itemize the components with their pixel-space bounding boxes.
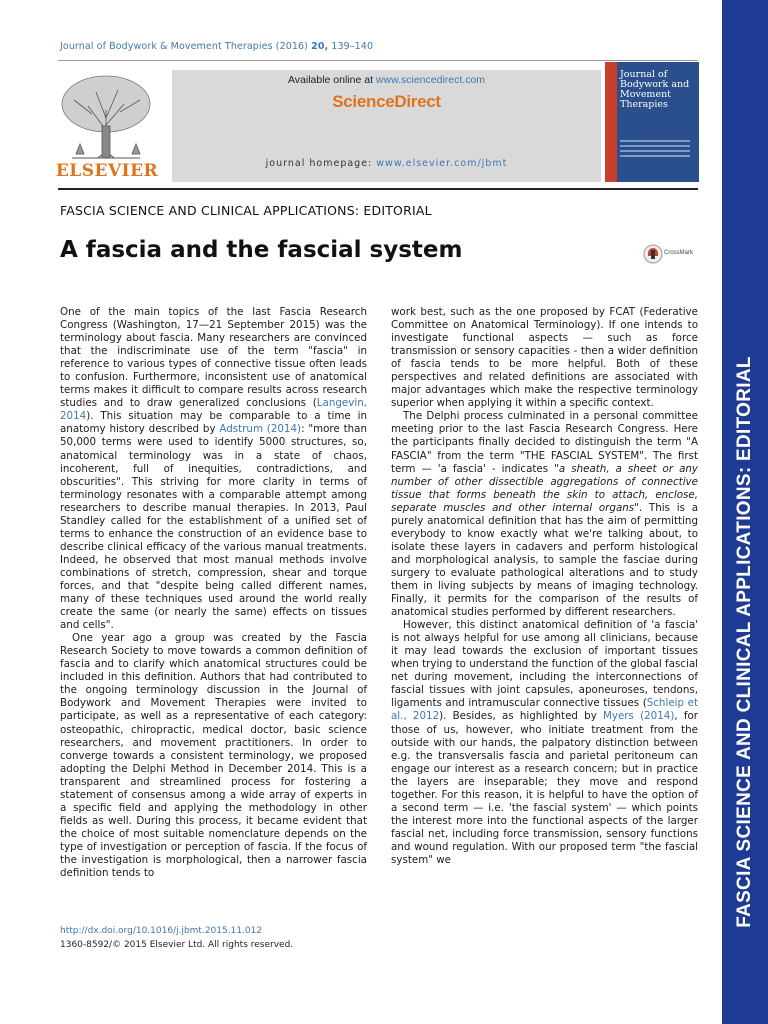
paragraph: work best, such as the one proposed by FCAT (Federative Committee on Anatomical Terminology). If one intends to investigate functional aspects — such as force transmission or sensory capacities - then a wider definition of fascia tends to be more helpful. Both of these perspectives and related definitions are associated with major advantages which make the respective terminology superior when applying it within a specific context.	[391, 306, 698, 410]
definition-italic: a sheath, a sheet or any number of other dissectible aggregations of connective tissue that forms beneath the skin to attach, enclose, separate muscles and other internal organs	[391, 462, 699, 514]
journal-homepage-link[interactable]: www.elsevier.com/jbmt	[376, 158, 508, 169]
side-banner-text: FASCIA SCIENCE AND CLINICAL APPLICATIONS: EDITORIAL	[734, 356, 755, 928]
article-title: A fascia and the fascial system	[60, 237, 463, 263]
copyright-notice: 1360-8592/© 2015 Elsevier Ltd. All rights reserved.	[60, 940, 294, 950]
crossmark-label: CrossMark	[664, 250, 694, 256]
paragraph: However, this distinct anatomical definition of 'a fascia' is not always helpful for use among all clinicians, because it may lead towards the exclusion of important tissues when trying to understand the function of the global fascial net during movement, including the interconnections of fascial tissues with joint capsules, aponeuroses, tendons, ligaments and intramuscular connective tissues (Schleip et al., 2012). Besides, as highlighted by Myers (2014), for those of us, however, who initiate treatment from the outside with our hands, the palpatory distinction between e.g. the transversalis fascia and parietal peritoneum can engage our interest as a research concern; but in practice the layers are inseparable; they move and respond together. For this reason, it is helpful to have the option of a second term — i.e. 'the fascial system' — which points the interest more into the functional aspects of the larger fascial net, including force transmission, sensory functions and wound regulation. With our proposed term "the fascial system" we	[391, 619, 699, 866]
cover-title: Journal of Bodywork and Movement Therapies	[620, 69, 690, 110]
section-label: FASCIA SCIENCE AND CLINICAL APPLICATIONS: EDITORIAL	[60, 203, 432, 218]
crossmark-badge[interactable]	[643, 244, 703, 264]
header-divider	[58, 188, 698, 190]
sciencedirect-logo: ScienceDirect	[332, 92, 441, 111]
sciencedirect-banner	[172, 70, 601, 182]
crossmark-icon	[643, 244, 663, 264]
paragraph: The Delphi process culminated in a personal committee meeting prior to the last Fascia Research Congress. Here the participants finally decided to distinguish the term "A FASCIA" from the term "THE FASCIAL SYSTEM". The first term — 'a fascia' - indicates "a sheath, a sheet or any number of other dissectible aggregations of connective tissue that forms beneath the skin to attach, enclose, separate muscles and other internal organs". This is a purely anatomical definition that has the aim of permitting everybody to know exactly what we're talking about, to isolate these layers in cadavers and perform histological and morphological analysis, to sample the fasciae during surgery to evaluate pathological alterations and to study them in living subjects by means of imaging technology. Finally, it permits for the comparison of the results of anatomical studies performed by different researchers.	[391, 410, 699, 619]
available-online: Available online at www.sciencedirect.com	[287, 74, 486, 86]
top-divider	[58, 60, 698, 61]
sciencedirect-link[interactable]: www.sciencedirect.com	[375, 74, 486, 86]
paragraph: One year ago a group was created by the Fascia Research Society to move towards a common definition of fascia and to clarify which anatomical structures could be included in this definition. Authors that had contributed to the ongoing terminology discussion in the Journal of Bodywork and Movement Therapies were invited to participate, as well as a representative of each category: osteopathic, chiropractic, medical doctor, basic science researchers, and movement practitioners. In order to converge towards a consistent terminology, we proposed adopting the Delphi Method in December 2014. This is a transparent and streamlined process for fostering a statement of consensus among a wide array of experts in a specific field and applying the methodology in other fields as well. During this process, it became evident that the choice of most suitable nomenclature depends on the type of investigation or perception of fascia. If the focus of the investigation is morphological, then a narrower fascia definition tends to	[60, 632, 367, 880]
journal-homepage: journal homepage: www.elsevier.com/jbmt	[265, 158, 508, 169]
reference-link-myers[interactable]: Myers (2014)	[602, 710, 675, 723]
reference-link-schleip[interactable]: Schleip et al., 2012	[391, 697, 698, 723]
reference-link-adstrum[interactable]: Adstrum (2014)	[219, 423, 302, 436]
publisher-wordmark: ELSEVIER	[55, 161, 159, 181]
journal-cover-image	[605, 62, 699, 182]
journal-volume: 20,	[311, 41, 329, 52]
reference-link-langevin[interactable]: Langevin, 2014	[60, 397, 367, 423]
doi-link[interactable]: http://dx.doi.org/10.1016/j.jbmt.2015.11.012	[60, 926, 263, 936]
body-column-left	[60, 306, 367, 880]
journal-name: Journal of Bodywork & Movement Therapies (2016)	[60, 41, 308, 52]
paragraph: One of the main topics of the last Fascia Research Congress (Washington, 17—21 September 2015) was the terminology about fascia. Many researchers are convinced that the indiscriminate use of the term "fascia" in reference to various types of connective tissue often leads to confusion. Furthermore, inconsistent use of anatomical terms makes it difficult to compare results across research studies and to draw generalized conclusions (Langevin, 2014). This situation may be comparable to a time in anatomy history described by Adstrum (2014): "more than 50,000 terms were used to identify 5000 structures, so, anatomical terminology was in a state of chaos, incoherent, full of inequities, contradictions, and obscurities". This striving for more clarity in terms of terminology resonates with a comparable attempt among researchers to describe manual therapies. In 2013, Paul Standley called for the establishment of a unified set of terms to enhance the construction of an evidence base to describe clinical efficacy of the various manual treatments. Indeed, he observed that most manual methods involve combinations of stretch, compression, shear and torque forces, and that "despite being called different names, many of these techniques used around the world really create the same (or nearly the same) effects on tissues and cells".	[60, 306, 368, 632]
body-column-right	[391, 306, 698, 867]
journal-pages: 139–140	[331, 41, 374, 52]
journal-citation	[60, 41, 373, 52]
side-banner	[722, 0, 768, 1024]
